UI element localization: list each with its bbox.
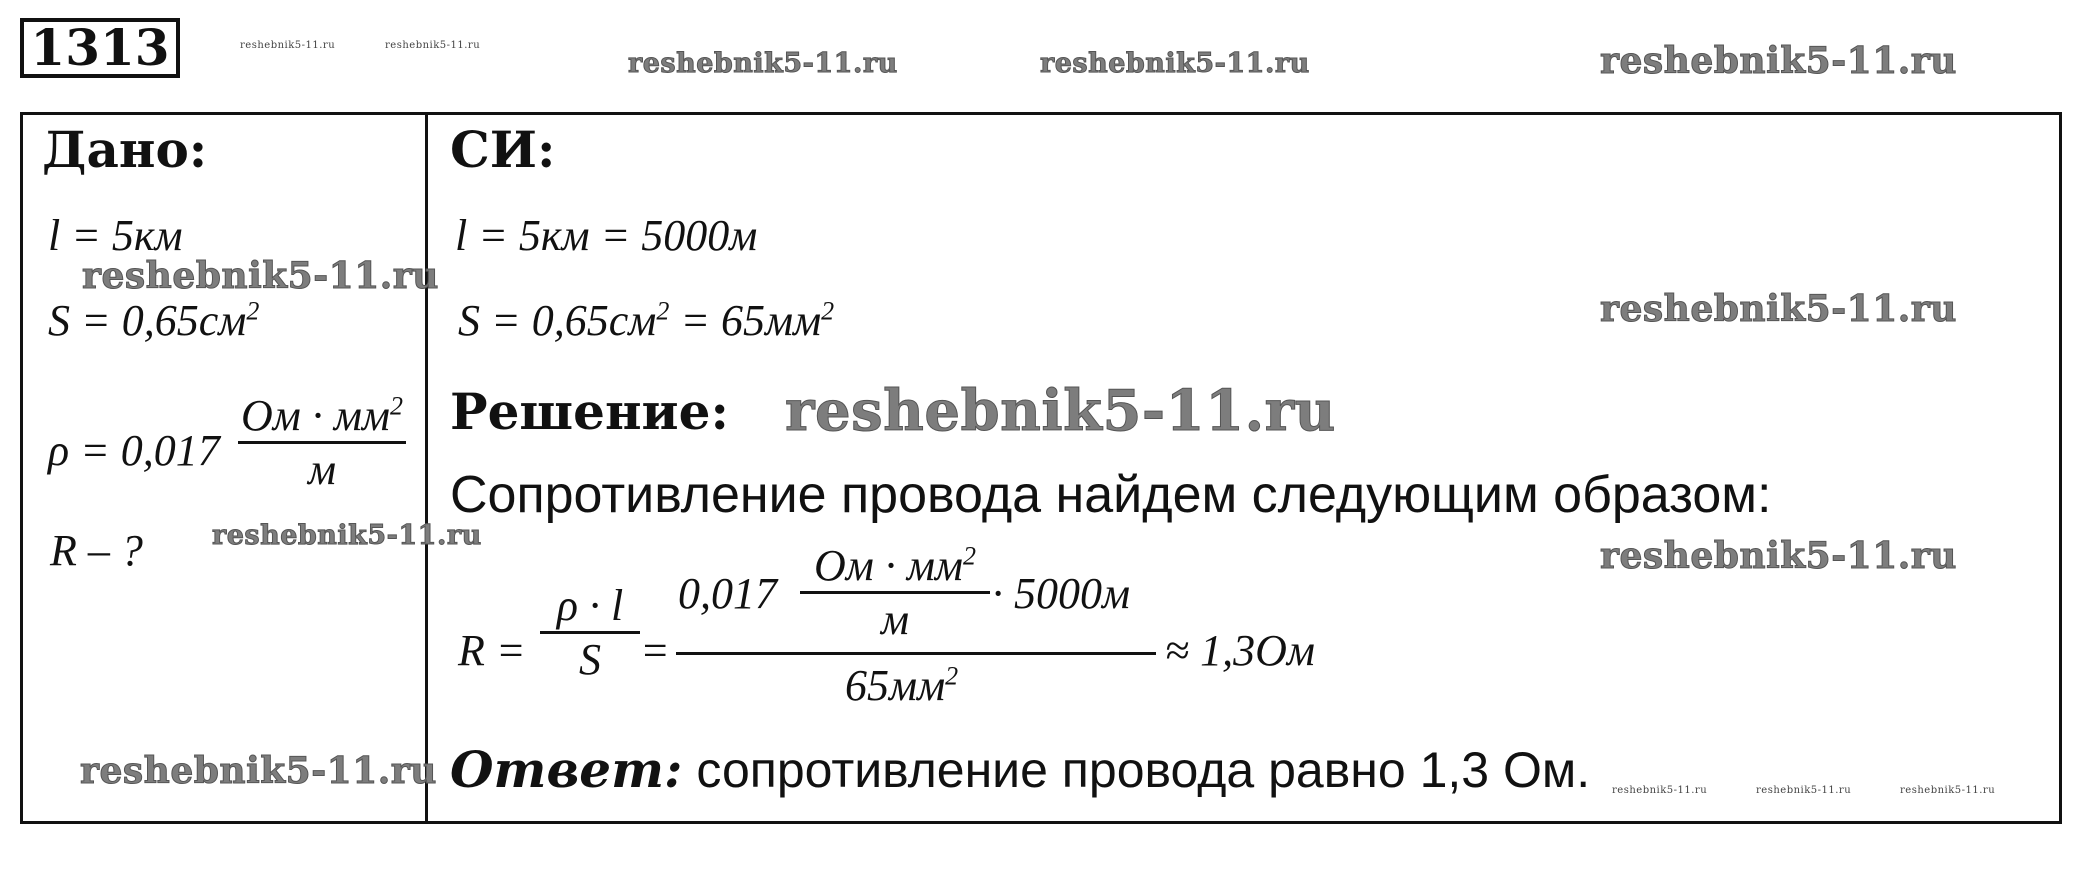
formula-result: ≈ 1,3Ом	[1165, 626, 1316, 675]
watermark: reshebnik5-11.ru	[1040, 48, 1310, 79]
given-length: l = 5км	[48, 211, 183, 260]
solution-intro: Сопротивление провода найдем следующим образом:	[450, 466, 1772, 524]
watermark: reshebnik5-11.ru	[1756, 785, 1852, 796]
answer-text: сопротивление провода равно 1,3 Ом.	[682, 742, 1591, 798]
si-length: l = 5км = 5000м	[455, 211, 758, 260]
watermark: reshebnik5-11.ru	[1600, 288, 1957, 330]
formula-inner-fraction: Ом · $мм^2$ м	[800, 540, 990, 645]
watermark: reshebnik5-11.ru	[1600, 40, 1957, 82]
formula-denominator: $65мм^2$	[845, 661, 959, 710]
formula-lhs: R =	[458, 626, 526, 675]
watermark: reshebnik5-11.ru	[628, 48, 898, 79]
watermark: reshebnik5-11.ru	[1600, 535, 1957, 577]
watermark: reshebnik5-11.ru	[1612, 785, 1708, 796]
watermark: reshebnik5-11.ru	[82, 255, 439, 297]
answer-label: Ответ:	[450, 740, 683, 799]
column-divider	[425, 112, 428, 824]
resistivity-fraction: Ом · $мм^2$ м	[238, 390, 406, 495]
formula-equals: =	[640, 626, 670, 675]
given-find: R – ?	[50, 526, 143, 575]
given-heading: Дано:	[42, 120, 208, 179]
watermark: reshebnik5-11.ru	[785, 378, 1336, 444]
given-resistivity: ρ = 0,017	[48, 426, 220, 475]
problem-number: 1313	[20, 18, 180, 78]
si-heading: СИ:	[450, 120, 556, 179]
formula-inner-tail: · 5000м	[992, 569, 1131, 618]
given-area: $S = 0,65см^2$	[48, 296, 260, 345]
formula-inner-coef: 0,017	[678, 569, 777, 618]
watermark: reshebnik5-11.ru	[385, 40, 481, 51]
watermark: reshebnik5-11.ru	[80, 750, 437, 792]
si-area: $S = 0,65см^2 = 65мм^2$	[458, 296, 835, 345]
watermark: reshebnik5-11.ru	[1900, 785, 1996, 796]
formula-main-fraction-line	[676, 652, 1156, 655]
watermark: reshebnik5-11.ru	[240, 40, 336, 51]
solution-heading: Решение:	[450, 382, 729, 441]
watermark: reshebnik5-11.ru	[212, 520, 482, 551]
formula-fraction-1: ρ · l S	[540, 580, 640, 685]
answer	[450, 740, 1590, 799]
